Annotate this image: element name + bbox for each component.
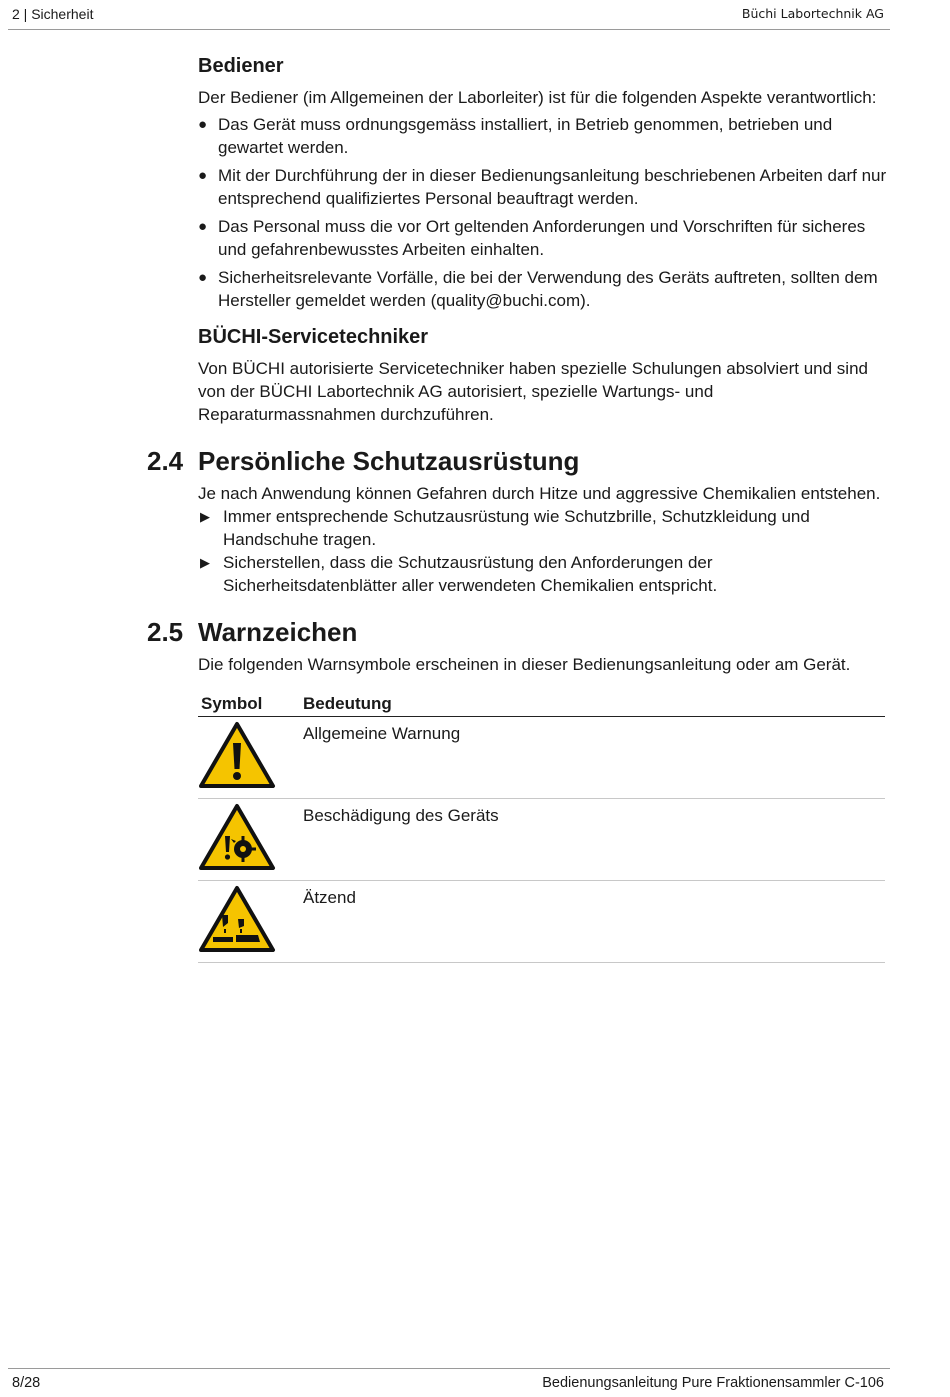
step-arrow-icon: ▶: [200, 555, 210, 570]
device-damage-icon: [198, 803, 276, 871]
symbol-meaning: Allgemeine Warnung: [303, 717, 885, 799]
bullet-icon: ●: [198, 116, 208, 133]
service-text: Von BÜCHI autorisierte Servicetechniker haben spezielle Schulungen absolviert und sind von der BÜCHI Labortechnik AG autorisiert, spezielle Wartungs- und Reparaturmassnahmen durchzuführen.: [198, 359, 868, 424]
list-item: ● Das Personal muss die vor Ort geltenden Anforderungen und Vorschriften für sicheres und gefahrenbewusstes Arbeiten einhalten.: [198, 217, 866, 259]
list-item: ▶ Sicherstellen, dass die Schutzausrüstung den Anforderungen der Sicherheitsdatenblätter aller verwendeten Chemikalien entspricht.: [200, 553, 718, 595]
section-2-5-intro: Die folgenden Warnsymbole erscheinen in dieser Bedienungsanleitung oder am Gerät.: [198, 655, 851, 674]
column-header-symbol: Symbol: [198, 690, 303, 717]
service-heading: BÜCHI-Servicetechniker: [198, 326, 429, 348]
header-company: Büchi Labortechnik AG: [741, 6, 884, 21]
list-item: ● Mit der Durchführung der in dieser Bedienungsanleitung beschriebenen Arbeiten darf nur entsprechend qualifiziertes Personal beauftragt werden.: [198, 166, 887, 208]
warning-symbols-table: [198, 690, 885, 963]
section-2-5-heading: [147, 617, 888, 647]
list-item: ● Sicherheitsrelevante Vorfälle, die bei der Verwendung des Geräts auftreten, sollten dem Hersteller gemeldet werden (quality@buchi.com).: [198, 268, 878, 310]
step-arrow-icon: ▶: [200, 509, 210, 524]
bediener-intro: Der Bediener (im Allgemeinen der Laborleiter) ist für die folgenden Aspekte verantwortlich:: [198, 88, 877, 107]
corrosive-icon: [198, 885, 276, 953]
bullet-icon: ●: [198, 167, 208, 184]
general-warning-icon: [198, 721, 276, 789]
table-row: [198, 717, 885, 799]
ppe-steps: [198, 505, 888, 597]
page-footer: [8, 1368, 890, 1397]
bullet-icon: ●: [198, 269, 208, 286]
bullet-icon: ●: [198, 218, 208, 235]
symbol-meaning: Beschädigung des Geräts: [303, 799, 885, 881]
table-header-row: [198, 690, 885, 717]
symbol-meaning: Ätzend: [303, 881, 885, 963]
page-number: 8/28: [12, 1375, 41, 1391]
section-2-4-heading: [147, 446, 888, 476]
header-chapter: 2 | Sicherheit: [12, 6, 94, 22]
section-2-4-intro: Je nach Anwendung können Gefahren durch Hitze und aggressive Chemikalien entstehen.: [198, 484, 881, 503]
table-row: [198, 881, 885, 963]
bediener-list: [198, 113, 888, 312]
document-title: Bedienungsanleitung Pure Fraktionensammler C-106: [542, 1375, 884, 1391]
section-number: 2.5: [147, 617, 184, 647]
page-header: [8, 0, 890, 30]
table-row: [198, 799, 885, 881]
section-title: Persönliche Schutzausrüstung: [198, 446, 580, 476]
section-title: Warnzeichen: [198, 617, 358, 647]
list-item: ● Das Gerät muss ordnungsgemäss installiert, in Betrieb genommen, betrieben und gewartet werden.: [198, 115, 833, 157]
column-header-meaning: Bedeutung: [303, 690, 885, 717]
bediener-heading: Bediener: [198, 55, 284, 77]
page-content: [147, 54, 888, 963]
list-item: ▶ Immer entsprechende Schutzausrüstung wie Schutzbrille, Schutzkleidung und Handschuhe tragen.: [200, 507, 810, 549]
section-number: 2.4: [147, 446, 184, 476]
